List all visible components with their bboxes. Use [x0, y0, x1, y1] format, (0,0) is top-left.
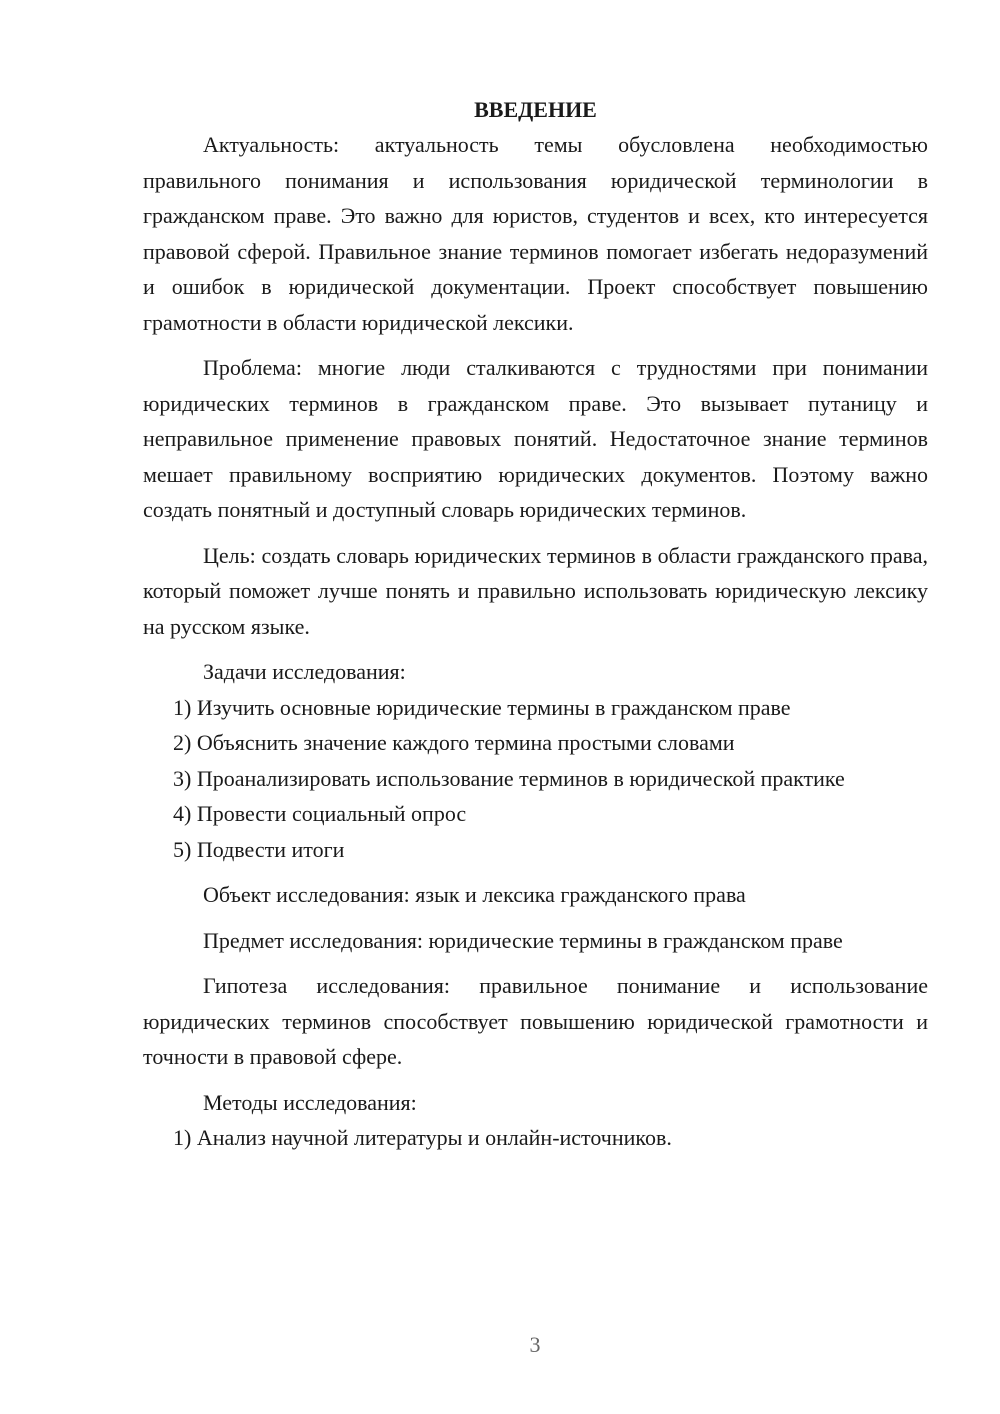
document-page — [143, 92, 928, 1156]
task-item-3: 3) Проанализировать использование терминов в юридической практике — [173, 765, 845, 791]
method-item-1: 1) Анализ научной литературы и онлайн-источников. — [173, 1125, 672, 1150]
task-item-1: 1) Изучить основные юридические термины в гражданском праве — [173, 694, 791, 720]
section-title: ВВЕДЕНИЕ — [474, 97, 597, 122]
research-subject: Предмет исследования: юридические термины в гражданском праве — [203, 927, 843, 953]
tasks-heading: Задачи исследования: — [203, 659, 406, 684]
task-item-2: 2) Объяснить значение каждого термина простыми словами — [173, 730, 735, 755]
goal-paragraph: Цель: создать словарь юридических терминов в области гражданского права, который поможет лучше понять и правильно использовать юридическую лексику на русском языке. — [143, 542, 928, 639]
research-object: Объект исследования: язык и лексика гражданского права — [203, 882, 746, 907]
problem-paragraph: Проблема: многие люди сталкиваются с трудностями при понимании юридических терминов в гражданском праве. Это вызывает путаницу и неправильное применение правовых понятий. Недостаточное знание терминов мешает правильному восприятию юридических документов. Поэтому важно создать понятный и доступный словарь юридических терминов. — [143, 355, 928, 522]
page-number: 3 — [529, 1332, 541, 1357]
research-hypothesis: Гипотеза исследования: правильное понимание и использование юридических терминов способствует повышению юридической грамотности и точности в правовой сфере. — [143, 973, 928, 1069]
relevance-paragraph: Актуальность: актуальность темы обусловлена необходимостью правильного понимания и использования юридической терминологии в гражданском праве. Это важно для юристов, студентов и всех, кто интересуется правовой сферой. Правильное знание терминов помогает избегать недоразумений и ошибок в юридической документации. Проект способствует повышению грамотности в области юридической лексики. — [143, 132, 928, 335]
task-item-5: 5) Подвести итоги — [173, 836, 345, 862]
methods-heading: Методы исследования: — [203, 1089, 417, 1115]
task-item-4: 4) Провести социальный опрос — [173, 801, 467, 826]
